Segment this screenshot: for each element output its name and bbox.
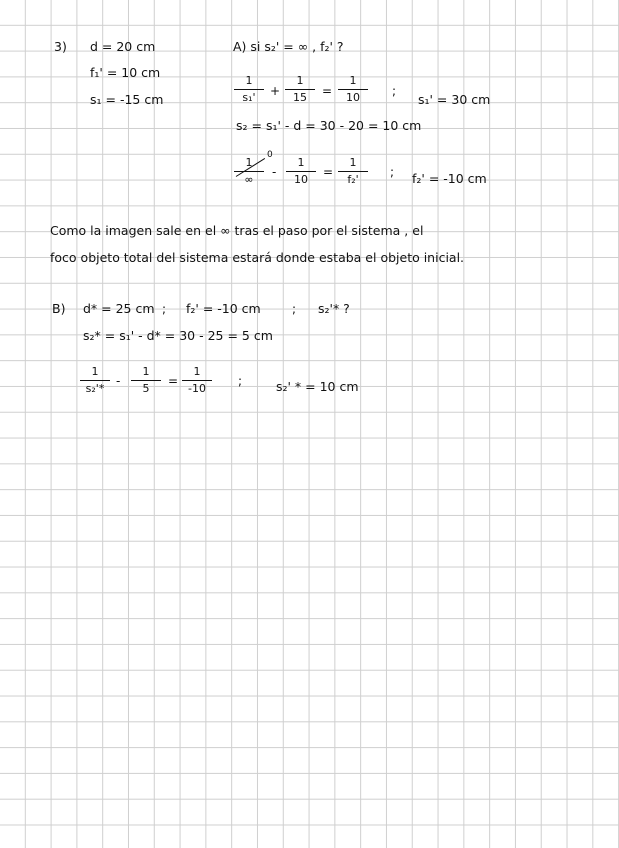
fraction-bar [80, 380, 110, 381]
given-object-s1: s₁ = -15 cm [90, 92, 164, 107]
separator: ; [292, 302, 297, 316]
equals-sign: = [323, 165, 334, 179]
result-f2-prime: f₂' = -10 cm [412, 171, 487, 186]
given-focal-f2: f₂' = -10 cm [186, 301, 261, 316]
result-s1-prime: s₁' = 30 cm [418, 92, 491, 107]
fraction-denominator: 15 [293, 91, 307, 104]
fraction-1-over-s1-prime [234, 75, 264, 104]
part-b-label: B) [52, 301, 66, 316]
fraction-denominator: 10 [294, 173, 308, 186]
fraction-numerator: 1 [349, 156, 357, 169]
fraction-bar [182, 380, 212, 381]
fraction-bar [131, 380, 161, 381]
fraction-numerator: 1 [245, 74, 253, 87]
separator: ; [238, 374, 243, 388]
fraction-1-over-minus-10 [182, 366, 212, 395]
given-distance-d-star: d* = 25 cm [83, 301, 155, 316]
separator: ; [392, 84, 397, 98]
fraction-1-over-10 [338, 75, 368, 104]
equals-sign: = [168, 374, 179, 388]
equation-s2-star: s₂* = s₁' - d* = 30 - 25 = 5 cm [83, 328, 273, 343]
problem-number: 3) [54, 39, 67, 54]
fraction-denominator: f₂' [347, 173, 359, 186]
plus-sign: + [270, 84, 281, 98]
fraction-denominator: 10 [346, 91, 360, 104]
fraction-denominator: -10 [188, 382, 206, 395]
separator: ; [390, 165, 395, 179]
fraction-numerator: 1 [91, 365, 99, 378]
fraction-denominator: ∞ [244, 173, 254, 186]
fraction-bar [234, 171, 264, 172]
result-s2-prime-star: s₂' * = 10 cm [276, 379, 359, 394]
fraction-bar [286, 171, 316, 172]
fraction-numerator: 1 [349, 74, 357, 87]
given-distance-d: d = 20 cm [90, 39, 156, 54]
fraction-numerator: 1 [142, 365, 150, 378]
fraction-1-over-s2-prime-star [80, 366, 110, 395]
fraction-numerator: 1 [245, 156, 253, 169]
explanation-line-2: foco objeto total del sistema estará donde estaba el objeto inicial. [50, 250, 465, 265]
minus-sign: - [272, 165, 277, 179]
part-a-heading: A) si s₂' = ∞ , f₂' ? [233, 39, 344, 54]
question-s2-prime-star: s₂'* ? [318, 301, 350, 316]
separator: ; [162, 302, 167, 316]
fraction-bar [285, 89, 315, 90]
fraction-1-over-15 [285, 75, 315, 104]
equals-sign: = [322, 84, 333, 98]
fraction-bar [338, 171, 368, 172]
fraction-numerator: 1 [297, 156, 305, 169]
fraction-bar [234, 89, 264, 90]
fraction-denominator: s₁' [242, 91, 256, 104]
equation-s2: s₂ = s₁' - d = 30 - 20 = 10 cm [236, 118, 422, 133]
minus-sign: - [116, 374, 121, 388]
fraction-bar [338, 89, 368, 90]
explanation-line-1: Como la imagen sale en el ∞ tras el paso por el sistema , el [50, 223, 424, 238]
fraction-1-over-f2-prime [338, 157, 368, 186]
given-focal-f1: f₁' = 10 cm [90, 65, 161, 80]
fraction-numerator: 1 [193, 365, 201, 378]
fraction-denominator: s₂'* [85, 382, 105, 395]
fraction-1-over-10 [286, 157, 316, 186]
fraction-denominator: 5 [142, 382, 150, 395]
fraction-numerator: 1 [296, 74, 304, 87]
zero-annotation: 0 [267, 150, 273, 160]
fraction-1-over-5 [131, 366, 161, 395]
